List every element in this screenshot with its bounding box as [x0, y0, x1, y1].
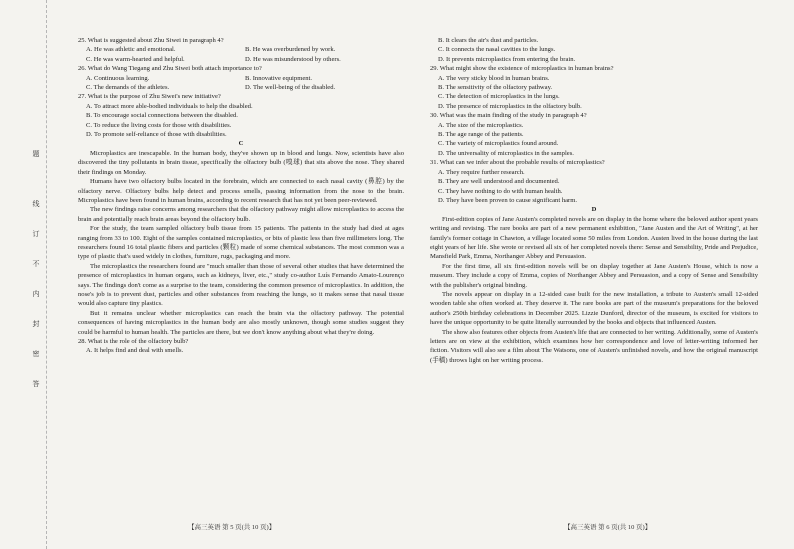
option: A. The very sticky blood in human brains. [438, 74, 550, 82]
margin-char: 密 [32, 350, 40, 358]
option: B. The age range of the patients. [438, 131, 524, 139]
question-29: 29. What might show the existence of microplastics in human brains? [430, 65, 614, 73]
option: D. It prevents microplastics from entering the brain. [438, 55, 576, 63]
left-column [78, 36, 404, 356]
margin-char: 不 [32, 260, 40, 268]
question-30-options [430, 121, 758, 159]
option: B. The sensitivity of the olfactory pathway. [438, 84, 553, 92]
option: A. The size of the microplastics. [438, 121, 524, 129]
option: A. It helps find and deal with smells. [86, 347, 184, 355]
option: D. The well-being of the disabled. [245, 84, 336, 92]
option: A. Continuous learning. [86, 74, 150, 82]
option: B. It clears the air's dust and particles. [438, 37, 539, 44]
section-heading-d: D [591, 206, 597, 214]
margin-char: 线 [32, 200, 40, 208]
option: B. He was overburdened by work. [245, 46, 336, 54]
passage-paragraph: First-edition copies of Jane Austen's completed novels are on display in the home where the beloved author spent years writing and revising. The rare books are part of a new permanent exhibition, "Jane Austen and the Art of Writing", at her family's former cottage in Chawton, a village located some 50 miles from London. Austen lived in the house during the last eight years of her life. She wrote or revised all six of her completed novels there: Sense and Sensibility, Pride and Prejudice, Mansfield Park, Emma, Northanger Abbey and Persuasion. [430, 215, 758, 261]
page-footer: 【高三英语 第 5 页(共 10 页)】 [188, 524, 276, 531]
option: B. They are well understood and documented. [438, 178, 560, 186]
question-26-options [78, 74, 404, 93]
passage-paragraph: The novels appear on display in a 12-sided case built for the new installation, a tribute to Austen's small 12-sided wooden table she often worked at. They deserve it. The rare books are part of the museum's preparations for the beloved author's 250th birthday celebrations in December 2025. Lizzie Dunford, director of the museum, is excited for visitors to have the unique opportunity to be quite literally surrounded by the books and objects that influenced Austen. [430, 290, 758, 327]
option: C. To reduce the living costs for those with disabilities. [86, 121, 232, 129]
option: D. They have been proven to cause significant harm. [438, 196, 578, 204]
question-27-options [78, 102, 404, 140]
option: A. He was athletic and emotional. [86, 46, 176, 54]
option: C. It connects the nasal cavities to the lungs. [438, 46, 556, 54]
margin-char: 封 [32, 320, 40, 328]
question-31: 31. What can we infer about the probable results of microplastics? [430, 159, 605, 167]
option: B. Innovative equipment. [245, 74, 313, 82]
option: A. They require further research. [438, 168, 525, 176]
option: C. He was warm-hearted and helpful. [86, 55, 185, 63]
question-31-options [430, 168, 758, 206]
option: C. The variety of microplastics found around. [438, 140, 559, 148]
question-25: 25. What is suggested about Zhu Siwei in paragraph 4? [78, 37, 224, 44]
question-27: 27. What is the purpose of Zhu Siwei's new initiative? [78, 93, 221, 101]
question-28-options [430, 36, 758, 64]
margin-char: 订 [32, 230, 40, 238]
page-footer: 【高三英语 第 6 页(共 10 页)】 [564, 524, 652, 531]
margin-char: 答 [32, 380, 40, 388]
passage-paragraph: But it remains unclear whether microplastics can reach the brain via the olfactory pathway. The potential consequences of having microplastics in the human body are also mostly unknown, though some studies suggest they could be harmful to human health. The particles are there, but we don't know anything about what they're doing. [78, 309, 404, 336]
option: D. To promote self-reliance of those with disabilities. [86, 131, 227, 139]
option: A. To attract more able-bodied individuals to help the disabled. [86, 102, 253, 110]
passage-paragraph: For the first time, all six first-edition novels will be on display together at Jane Austen's House, which is now a museum. They include a copy of Emma, copies of Northanger Abbey and Persuasion, and a copy of Sense and Sensibility with the publisher's original binding. [430, 262, 758, 289]
question-30: 30. What was the main finding of the study in paragraph 4? [430, 112, 587, 120]
option: C. They have nothing to do with human health. [438, 187, 563, 195]
margin-char: 题 [32, 150, 40, 158]
passage-paragraph: Microplastics are inescapable. In the human body, they've shown up in blood and lungs. Now, scientists have also discovered the tiny pollutants in brain tissue, specifically the olfactory bulb (嗅球) that sits above the nose. They shared their findings on Monday. [78, 149, 404, 176]
passage-paragraph: The microplastics the researchers found are "much smaller than those of several other studies that have determined the presence of microplastics in human organs, such as kidneys, liver, etc.," study co-author Luís Fernando Amato-Lourenço says. The findings don't come as a surprise to the team, considering the common presence of microplastics. In addition, the nose's job is to prevent dust, particles and other substances from reaching the lungs, so it makes sense that nasal tissue would also capture tiny plastics. [78, 262, 404, 308]
option: D. The presence of microplastics in the olfactory bulb. [438, 102, 582, 110]
question-26: 26. What do Wang Tiegang and Zhu Siwei both attach importance to? [78, 65, 262, 73]
option: C. The detection of microplastics in the lungs. [438, 93, 560, 101]
section-heading-c: C [238, 140, 244, 148]
option: C. The demands of the athletes. [86, 84, 170, 92]
right-column [430, 36, 758, 365]
option: D. The universality of microplastics in the samples. [438, 149, 574, 157]
passage-paragraph: The show also features other objects from Austen's life that are connected to her writing. Additionally, some of Austen's letters are on view at the exhibition, which examines how her correspondence and love of letter-writing informed her fiction. Visitors will also see a film about The Watsons, one of Austen's unfinished novels, and how the original manuscript (手稿) throws light on her writing process. [430, 328, 758, 364]
passage-paragraph: Humans have two olfactory bulbs located in the forebrain, which are connected to each nasal cavity (鼻腔) by the olfactory nerve. Olfactory bulbs help detect and process smells, passing information from the nose to the brain. Microplastics have been found in human brains, according to recent research that has not yet been peer-reviewed. [78, 178, 404, 204]
margin-char: 内 [32, 290, 40, 298]
question-29-options [430, 74, 758, 112]
option: B. To encourage social connections between the disabled. [86, 112, 238, 120]
option: D. He was misunderstood by others. [245, 55, 341, 63]
passage-paragraph: For the study, the team sampled olfactory bulb tissue from 15 patients. The patients in the study had died at ages ranging from 33 to 100. Eight of the samples contained microplastics, or bits of plastic less than five millimeters long. The researchers found 16 total plastic fibers and particles (颗粒) made of some chemical substances. The most common was a type of plastic that's used widely in clothes, furniture, rugs, packaging and more. [78, 225, 404, 261]
passage-paragraph: The new findings raise concerns among researchers that the olfactory pathway might allow microplastics to access the brain and potentially reach brain areas beyond the olfactory bulb. [78, 206, 404, 223]
question-25-options [78, 45, 404, 64]
binding-margin [0, 0, 47, 549]
question-28: 28. What is the role of the olfactory bulb? [78, 338, 189, 345]
